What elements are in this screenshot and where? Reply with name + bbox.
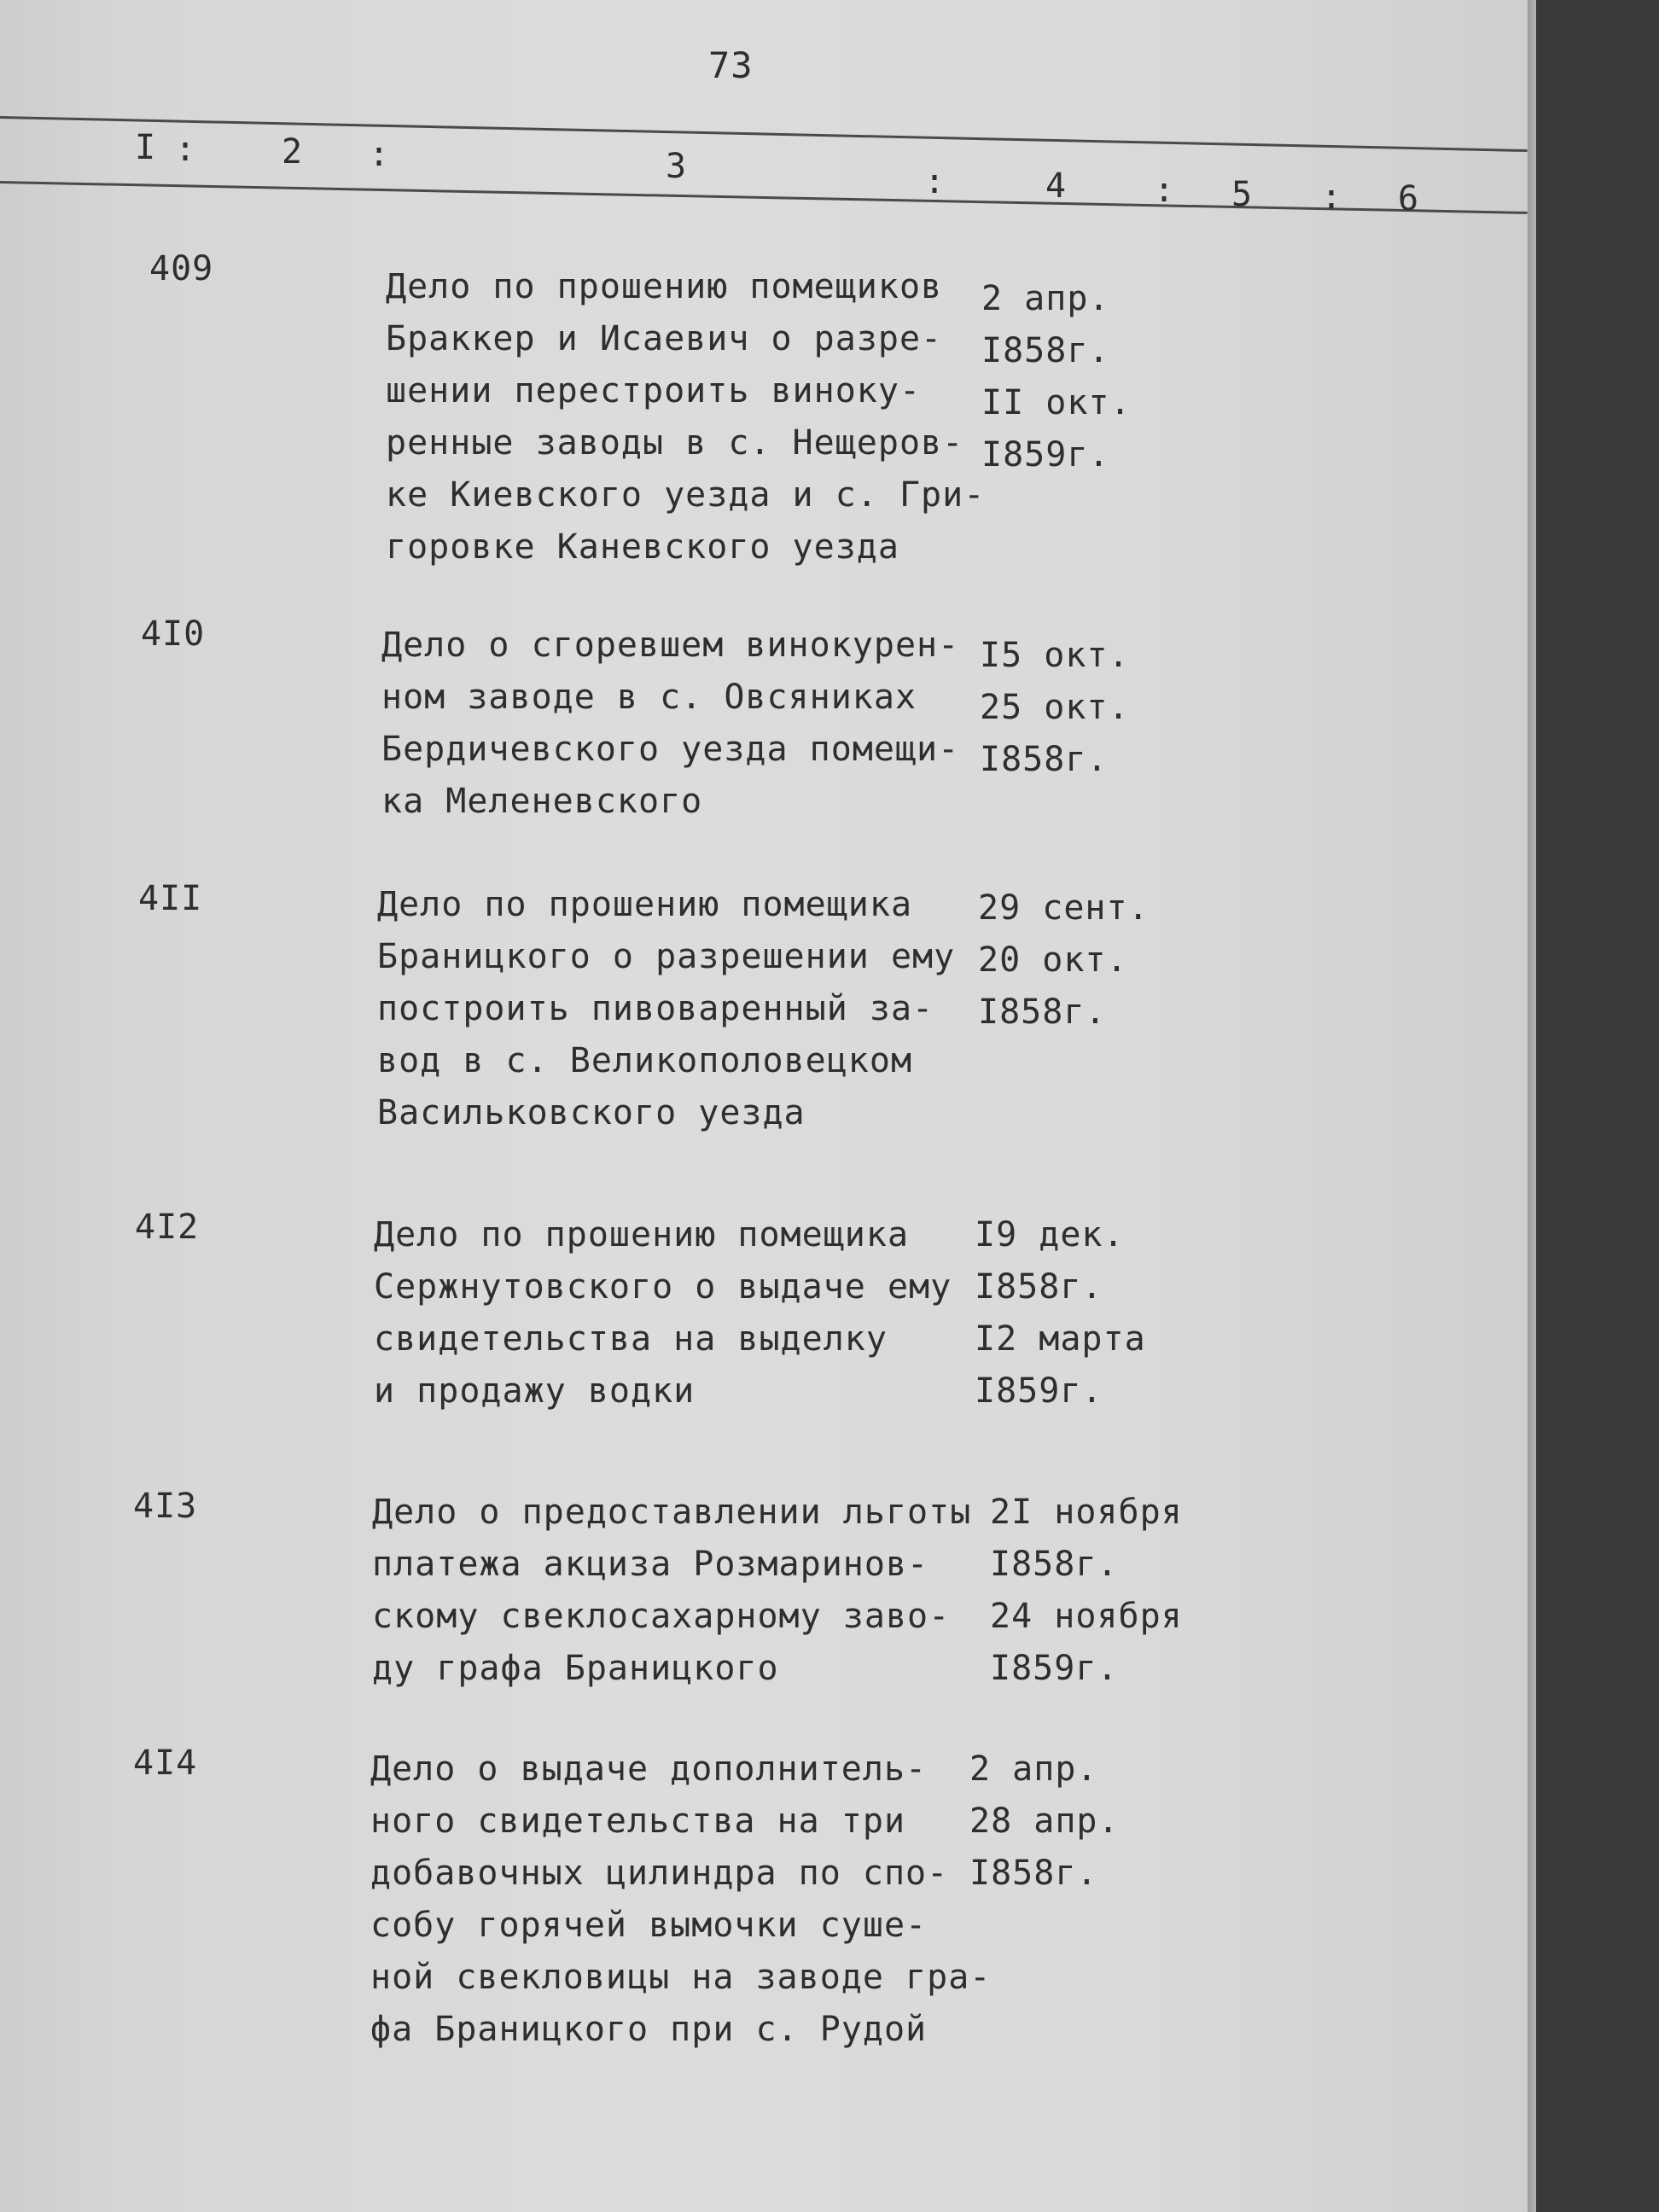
description-line: вод в с. Великополовецком [377, 1041, 913, 1080]
description-line: свидетельства на выделку [374, 1319, 888, 1359]
entry-dates [980, 630, 1130, 786]
date-line: I9 дек. [975, 1215, 1125, 1254]
description-line: горовке Каневского уезда [386, 527, 899, 567]
date-line: 20 окт. [978, 940, 1128, 980]
entry-description [370, 1743, 991, 2056]
entry-description [377, 879, 955, 1139]
entry-description [374, 1209, 952, 1417]
description-line: ного свидетельства на три [370, 1802, 906, 1841]
header-rule-top [0, 116, 1528, 152]
column-header-5: 5 [1231, 175, 1254, 214]
description-line: добавочных цилиндра по спо- [370, 1854, 949, 1893]
date-line: I5 окт. [980, 636, 1130, 675]
description-line: ренные заводы в с. Нещеров- [386, 423, 964, 463]
description-line: Дело о выдаче дополнитель- [370, 1749, 928, 1789]
date-line: 2 апр. [981, 279, 1110, 318]
date-line: I858г. [980, 740, 1109, 779]
entry-number: 4I3 [133, 1487, 198, 1526]
description-line: Дело о сгоревшем винокурен- [381, 626, 960, 665]
description-line: ном заводе в с. Овсяниках [381, 678, 917, 717]
date-line: II окт. [981, 383, 1132, 422]
description-line: скому свеклосахарному заво- [372, 1597, 951, 1636]
date-line: 2I ноября [990, 1493, 1183, 1532]
date-line: 2 апр. [969, 1749, 1098, 1789]
column-header-6: 6 [1398, 179, 1420, 218]
description-line: Браницкого о разрешении ему [377, 937, 956, 976]
description-line: платежа акциза Розмаринов- [372, 1545, 929, 1584]
description-line: ду графа Браницкого [372, 1649, 779, 1688]
date-line: I858г. [975, 1267, 1103, 1307]
date-line: I858г. [981, 331, 1110, 370]
description-line: построить пивоваренный за- [377, 989, 934, 1028]
entry-description [386, 261, 985, 573]
date-line: I859г. [990, 1649, 1119, 1688]
date-line: I859г. [981, 435, 1110, 474]
entry-description [372, 1487, 971, 1695]
column-header-separator: : [175, 130, 197, 169]
entry-number: 4I0 [141, 614, 206, 654]
entry-description [381, 620, 959, 828]
date-line: 28 апр. [969, 1802, 1120, 1841]
description-line: Бердичевского уезда помещи- [381, 730, 960, 769]
date-line: 29 сент. [978, 888, 1150, 928]
column-header-separator: : [924, 162, 946, 201]
description-line: ка Меленевского [381, 782, 703, 821]
date-line: 24 ноября [990, 1597, 1183, 1636]
page-number: 73 [708, 44, 754, 86]
date-line: I858г. [978, 992, 1107, 1032]
entry-number: 4I4 [133, 1743, 198, 1783]
description-line: Дело о предоставлении льготы [372, 1493, 972, 1532]
column-header-1: I [135, 128, 157, 167]
entry-number: 4I2 [135, 1208, 200, 1247]
entry-dates [978, 882, 1150, 1039]
entry-dates [969, 1743, 1120, 1900]
column-header-3: 3 [666, 147, 688, 186]
description-line: ке Киевского уезда и с. Гри- [386, 475, 986, 515]
entry-dates [981, 273, 1132, 481]
description-line: Дело по прошению помещика [374, 1215, 910, 1254]
entry-number: 4II [138, 879, 203, 918]
entry-number: 409 [149, 249, 214, 288]
description-line: Васильковского уезда [377, 1093, 806, 1132]
date-line: I858г. [990, 1545, 1119, 1584]
entry-dates [990, 1487, 1183, 1695]
date-line: I2 марта [975, 1319, 1146, 1359]
description-line: фа Браницкого при с. Рудой [370, 2010, 928, 2049]
description-line: и продажу водки [374, 1371, 696, 1411]
header-rule-bottom [0, 181, 1528, 214]
description-line: Дело по прошению помещика [377, 885, 913, 924]
date-line: I859г. [975, 1371, 1103, 1411]
date-line: 25 окт. [980, 688, 1130, 727]
column-header-separator: : [1154, 171, 1176, 210]
page-edge-shadow [1528, 0, 1536, 2212]
description-line: Браккер и Исаевич о разре- [386, 319, 943, 358]
column-header-4: 4 [1045, 166, 1068, 206]
description-line: собу горячей вымочки суше- [370, 1906, 928, 1945]
column-header-2: 2 [282, 132, 304, 172]
description-line: Дело по прошению помещиков [386, 267, 943, 306]
entry-dates [975, 1209, 1146, 1417]
description-line: Сержнутовского о выдаче ему [374, 1267, 952, 1307]
description-line: шении перестроить винокy- [386, 371, 922, 410]
column-header-separator: : [369, 135, 391, 174]
date-line: I858г. [969, 1854, 1098, 1893]
column-header-separator: : [1321, 178, 1343, 217]
description-line: ной свекловицы на заводе гра- [370, 1958, 992, 1997]
